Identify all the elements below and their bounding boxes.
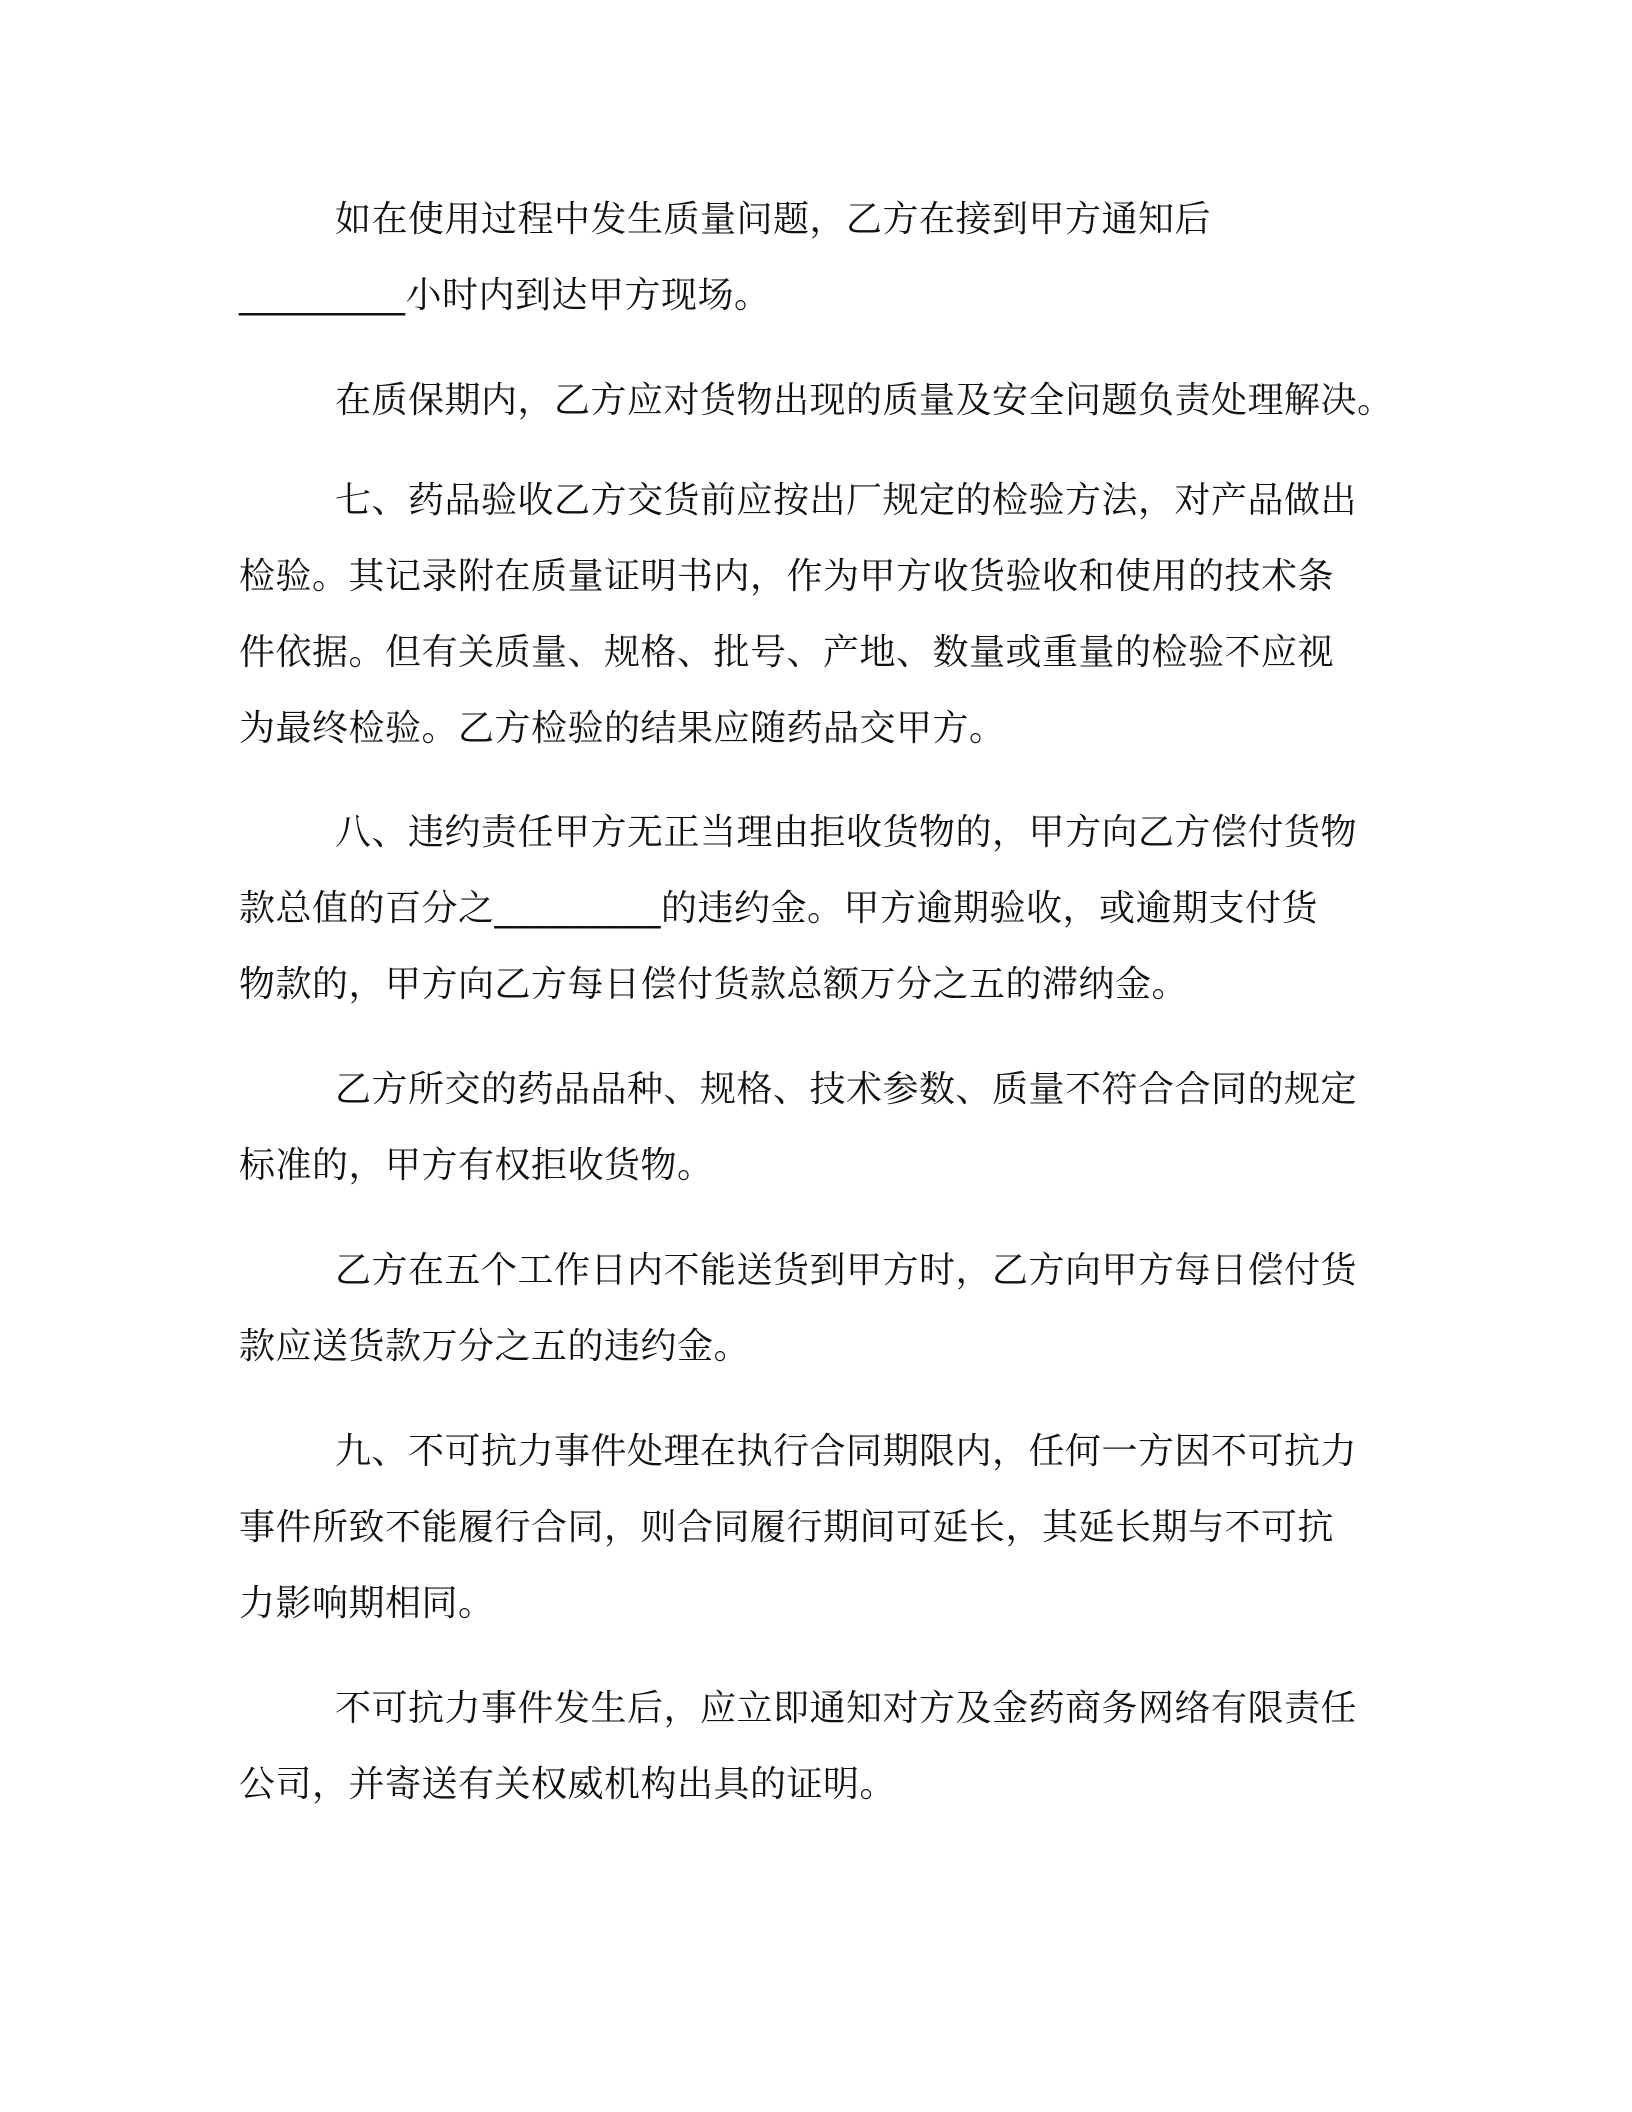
paragraph-line: 款应送货款万分之五的违约金。 bbox=[239, 1326, 751, 1367]
paragraph-line: 力影响期相同。 bbox=[239, 1583, 495, 1624]
paragraph-line: 在质保期内，乙方应对货物出现的质量及安全问题负责处理解决。 bbox=[335, 380, 1394, 421]
paragraph-line: 款总值的百分之_________的违约金。甲方逾期验收，或逾期支付货 bbox=[239, 888, 1319, 929]
paragraph-line: _________小时内到达甲方现场。 bbox=[239, 275, 771, 316]
paragraph-line: 检验。其记录附在质量证明书内，作为甲方收货验收和使用的技术条 bbox=[239, 556, 1335, 597]
paragraph-line: 为最终检验。乙方检验的结果应随药品交甲方。 bbox=[239, 708, 1006, 749]
paragraph-line: 公司，并寄送有关权威机构出具的证明。 bbox=[239, 1764, 897, 1805]
paragraph-line: 事件所致不能履行合同，则合同履行期间可延长，其延长期与不可抗 bbox=[239, 1507, 1335, 1548]
paragraph-line: 不可抗力事件发生后，应立即通知对方及金药商务网络有限责任 bbox=[335, 1688, 1358, 1729]
paragraph-line: 八、违约责任甲方无正当理由拒收货物的，甲方向乙方偿付货物 bbox=[335, 812, 1358, 853]
paragraph-line: 乙方所交的药品品种、规格、技术参数、质量不符合合同的规定 bbox=[335, 1069, 1358, 1110]
paragraph-line: 如在使用过程中发生质量问题，乙方在接到甲方通知后 bbox=[335, 199, 1212, 240]
paragraph-line: 九、不可抗力事件处理在执行合同期限内，任何一方因不可抗力 bbox=[335, 1431, 1358, 1472]
paragraph-line: 标准的，甲方有权拒收货物。 bbox=[239, 1145, 714, 1186]
paragraph-line: 乙方在五个工作日内不能送货到甲方时，乙方向甲方每日偿付货 bbox=[335, 1250, 1358, 1291]
paragraph-line: 七、药品验收乙方交货前应按出厂规定的检验方法，对产品做出 bbox=[335, 480, 1358, 521]
paragraph-line: 件依据。但有关质量、规格、批号、产地、数量或重量的检验不应视 bbox=[239, 632, 1335, 673]
paragraph-line: 物款的，甲方向乙方每日偿付货款总额万分之五的滞纳金。 bbox=[239, 964, 1189, 1005]
